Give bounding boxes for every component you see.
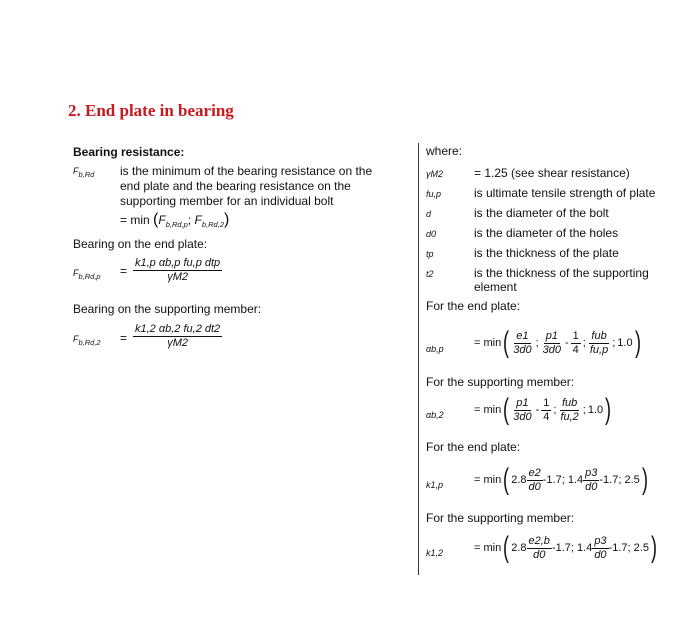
k12-symbol: k1,2 [426,548,444,558]
eq2-numerator: k1,2 αb,2 fu,2 dt2 [135,323,221,335]
k1p-expression: = min ( 2.8 $\frac{e2}{d0}$ -1.7; 1.4 $\frac{p3}{d0}$ -1.7; 2.5 ) [474,463,648,496]
def-desc-fup: is ultimate tensile strength of plate [474,186,656,200]
eq1-equals: = [120,264,128,278]
fbrd-description-line-1: is the minimum of the bearing resistance on the [120,164,373,178]
supporting-member-title: Bearing on the supporting member: [73,302,262,316]
for-supporting-label-1: For the supporting member: [426,375,575,389]
fbrd-symbol: $F_{b,Rd}$ [73,166,95,179]
def-symbol-gamma-m2: γM2 [426,169,444,179]
alpha-bp-expression: = min ( $\frac{e1}{3d0}$ ; $\frac{p1}{3d0}$ - $\frac{1}{4}$ ; $\frac{\text{fub}}{fu,p}$ ; 1.0 ) [474,326,641,359]
fbrd-min-expression: = $\min (F_{b,Rd,p}$; $F_{b,Rd,2}$) [120,211,230,229]
section-heading: 2. End plate in bearing [68,101,234,120]
def-desc-d0: is the diameter of the holes [474,226,619,240]
def-symbol-d0: d0 [426,229,437,239]
fbrd2-symbol: $F_{b,Rd,2}$ [73,334,101,347]
def-symbol-fup: fu,p [426,189,442,199]
bearing-resistance-title: Bearing resistance: [73,145,185,159]
def-desc-tp: is the thickness of the plate [474,246,619,260]
alpha-b2-expression: = min ( $\frac{p1}{3d0}$ - $\frac{1}{4}$ ; $\frac{\text{fub}}{fu,2}$ ; 1.0 ) [474,393,612,426]
alpha-bp-symbol: αb,p [426,344,444,354]
def-symbol-d: d [426,209,432,219]
eq2-fraction [133,323,222,350]
eq2-equals: = [120,331,128,345]
end-plate-title: Bearing on the end plate: [73,237,208,251]
fbrd-description-line-3: supporting member for an individual bolt [120,194,334,208]
eq1-fraction [133,257,222,284]
fbrdp-symbol: $F_{b,Rd,p}$ [73,268,101,281]
for-end-plate-label-1: For the end plate: [426,299,521,313]
for-end-plate-label-2: For the end plate: [426,440,521,454]
column-divider [418,143,419,575]
eq1-numerator: k1,p αb,p fu,p dtp [135,257,221,269]
eq1-denominator: γM2 [167,271,188,283]
eq2-denominator: γM2 [167,337,188,349]
def-desc-d: is the diameter of the bolt [474,206,609,220]
def-symbol-t2: t2 [426,269,434,279]
alpha-b2-symbol: αb,2 [426,410,444,420]
def-desc-gamma-m2: = 1.25 (see shear resistance) [474,166,630,180]
k1p-symbol: k1,p [426,480,444,490]
def-desc-t2: is the thickness of the supporting [474,266,649,280]
where-label: where: [426,144,463,158]
fbrd-description-line-2: end plate and the bearing resistance on the [120,179,351,193]
def-desc-t2-cont: element [474,280,517,294]
for-supporting-label-2: For the supporting member: [426,511,575,525]
k12-expression: = min ( 2.8 $\frac{e2,b}{d0}$ -1.7; 1.4 $\frac{p3}{d0}$ -1.7; 2.5 ) [474,531,657,564]
def-symbol-tp: tp [426,249,434,259]
